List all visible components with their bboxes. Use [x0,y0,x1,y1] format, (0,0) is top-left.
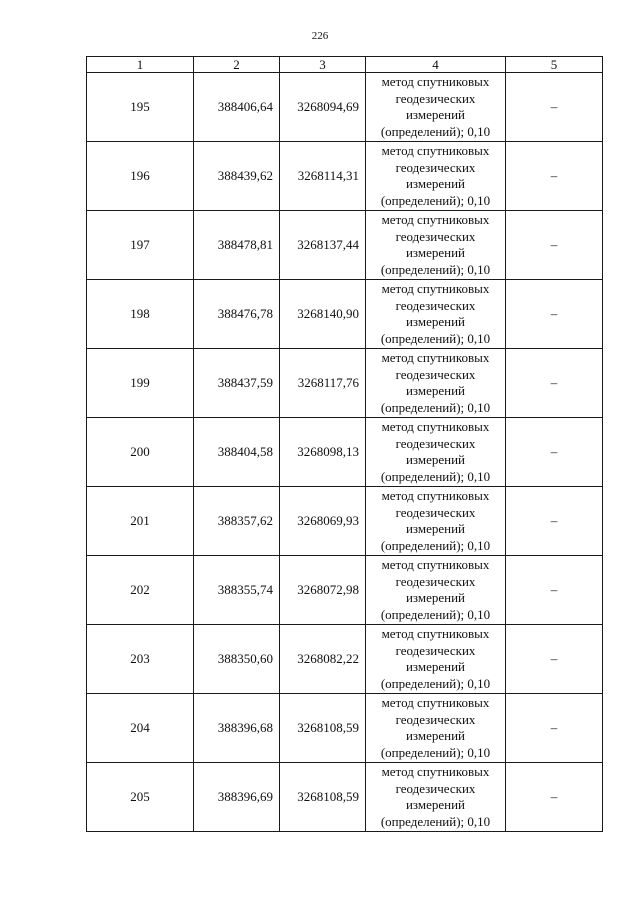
note-cell: – [506,73,603,142]
note-cell: – [506,418,603,487]
method-cell [366,349,506,418]
y-coordinate-cell: 3268098,13 [280,418,366,487]
point-number-cell: 205 [87,763,194,832]
method-cell [366,487,506,556]
header-cell-1: 1 [87,57,194,73]
method-line: (определений); 0,10 [380,261,491,277]
header-cell-5: 5 [506,57,603,73]
y-coordinate-cell: 3268082,22 [280,625,366,694]
table-row [87,349,603,418]
x-coordinate-cell: 388439,62 [194,142,280,211]
y-coordinate-cell: 3268072,98 [280,556,366,625]
method-line: метод спутниковых [381,488,490,503]
method-line: геодезических [395,159,476,175]
method-line: метод спутниковых [381,419,490,434]
point-number-cell: 201 [87,487,194,556]
point-number-cell: 202 [87,556,194,625]
method-line: геодезических [395,90,476,106]
method-cell [366,211,506,280]
table-row [87,763,603,832]
x-coordinate-cell: 388357,62 [194,487,280,556]
method-cell [366,625,506,694]
header-cell-3: 3 [280,57,366,73]
table-row [87,625,603,694]
header-cell-4: 4 [366,57,506,73]
table-row [87,556,603,625]
table-row [87,73,603,142]
method-cell [366,280,506,349]
method-line: измерений [405,590,466,605]
x-coordinate-cell: 388478,81 [194,211,280,280]
method-cell [366,763,506,832]
x-coordinate-cell: 388404,58 [194,418,280,487]
method-line: геодезических [395,780,476,796]
method-line: (определений); 0,10 [380,468,491,484]
x-coordinate-cell: 388396,69 [194,763,280,832]
coordinates-table [86,56,603,832]
method-line: геодезических [395,228,476,244]
x-coordinate-cell: 388406,64 [194,73,280,142]
method-line: геодезических [395,573,476,589]
method-line: (определений); 0,10 [380,675,491,691]
method-line: измерений [405,107,466,122]
method-line: (определений); 0,10 [380,744,491,760]
method-line: измерений [405,521,466,536]
method-line: (определений); 0,10 [380,399,491,415]
y-coordinate-cell: 3268108,59 [280,694,366,763]
y-coordinate-cell: 3268140,90 [280,280,366,349]
method-line: измерений [405,383,466,398]
y-coordinate-cell: 3268117,76 [280,349,366,418]
method-line: (определений); 0,10 [380,813,491,829]
method-line: метод спутниковых [381,695,490,710]
y-coordinate-cell: 3268137,44 [280,211,366,280]
point-number-cell: 195 [87,73,194,142]
method-line: измерений [405,314,466,329]
method-line: геодезических [395,711,476,727]
table-row [87,280,603,349]
method-line: метод спутниковых [381,557,490,572]
x-coordinate-cell: 388396,68 [194,694,280,763]
x-coordinate-cell: 388350,60 [194,625,280,694]
table-row [87,418,603,487]
method-line: (определений); 0,10 [380,606,491,622]
point-number-cell: 203 [87,625,194,694]
header-row [87,57,603,73]
point-number-cell: 198 [87,280,194,349]
table-row [87,694,603,763]
method-line: геодезических [395,642,476,658]
note-cell: – [506,142,603,211]
method-line: измерений [405,797,466,812]
point-number-cell: 204 [87,694,194,763]
x-coordinate-cell: 388437,59 [194,349,280,418]
table-row [87,211,603,280]
point-number-cell: 196 [87,142,194,211]
method-line: измерений [405,728,466,743]
method-cell [366,694,506,763]
note-cell: – [506,763,603,832]
point-number-cell: 200 [87,418,194,487]
note-cell: – [506,349,603,418]
note-cell: – [506,694,603,763]
method-line: метод спутниковых [381,626,490,641]
method-line: метод спутниковых [381,74,490,89]
y-coordinate-cell: 3268094,69 [280,73,366,142]
y-coordinate-cell: 3268114,31 [280,142,366,211]
note-cell: – [506,487,603,556]
method-line: метод спутниковых [381,350,490,365]
method-cell [366,556,506,625]
method-cell [366,418,506,487]
method-line: метод спутниковых [381,143,490,158]
method-line: (определений); 0,10 [380,330,491,346]
method-line: измерений [405,245,466,260]
y-coordinate-cell: 3268069,93 [280,487,366,556]
method-line: измерений [405,659,466,674]
method-line: измерений [405,452,466,467]
point-number-cell: 199 [87,349,194,418]
method-cell [366,73,506,142]
method-line: измерений [405,176,466,191]
method-line: геодезических [395,435,476,451]
method-line: метод спутниковых [381,212,490,227]
method-line: (определений); 0,10 [380,123,491,139]
header-cell-2: 2 [194,57,280,73]
note-cell: – [506,280,603,349]
method-cell [366,142,506,211]
point-number-cell: 197 [87,211,194,280]
method-line: (определений); 0,10 [380,192,491,208]
note-cell: – [506,556,603,625]
x-coordinate-cell: 388476,78 [194,280,280,349]
method-line: геодезических [395,366,476,382]
table-body [87,73,603,832]
method-line: (определений); 0,10 [380,537,491,553]
method-line: геодезических [395,297,476,313]
page-number: 226 [311,30,329,42]
method-line: геодезических [395,504,476,520]
note-cell: – [506,625,603,694]
table-row [87,142,603,211]
method-line: метод спутниковых [381,764,490,779]
method-line: метод спутниковых [381,281,490,296]
note-cell: – [506,211,603,280]
y-coordinate-cell: 3268108,59 [280,763,366,832]
table-row [87,487,603,556]
x-coordinate-cell: 388355,74 [194,556,280,625]
